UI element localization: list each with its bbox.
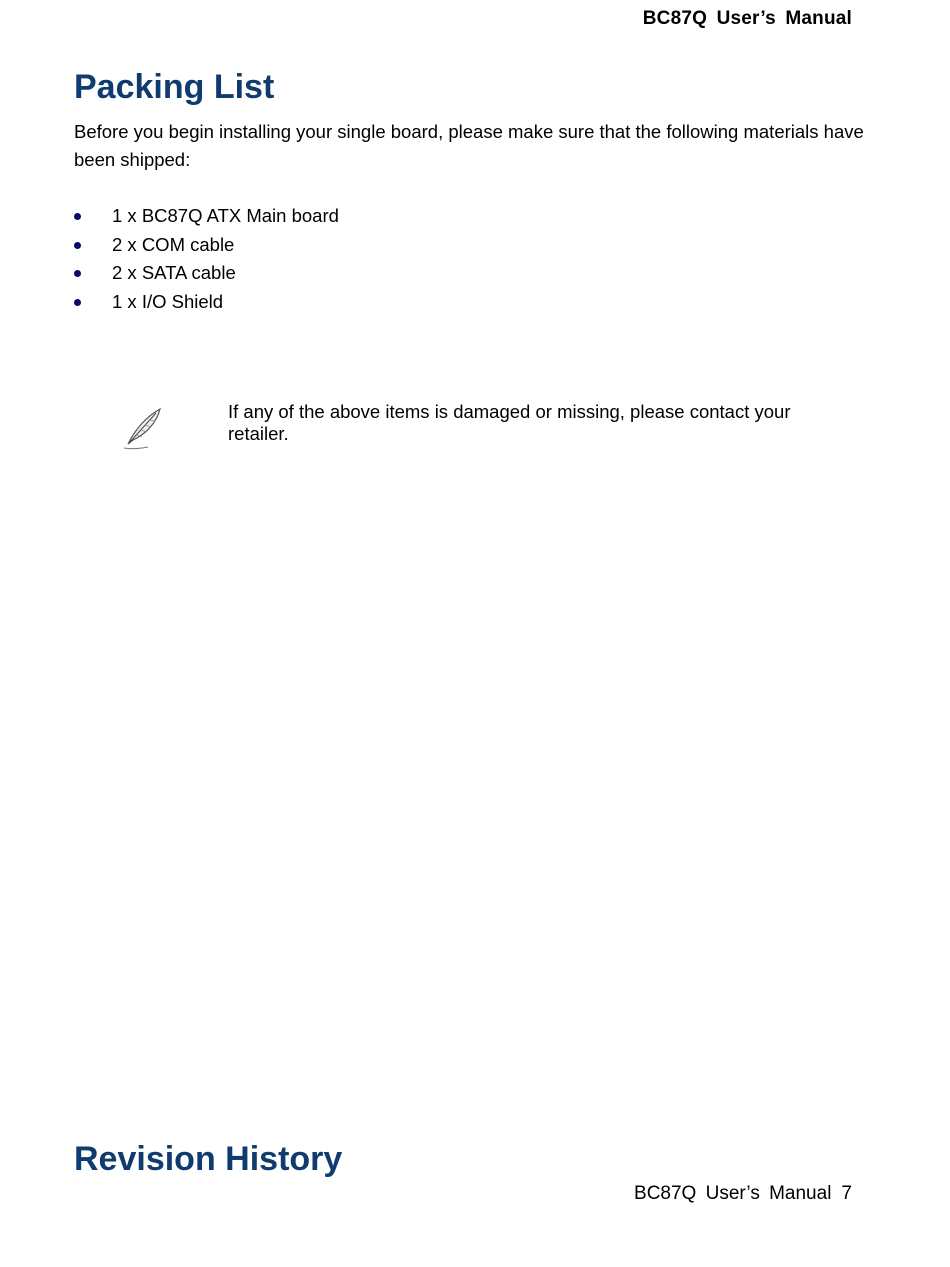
packing-list-intro: Before you begin installing your single board, please make sure that the following materials have been shipped: xyxy=(74,121,864,170)
list-item-text: 2 x COM cable xyxy=(112,233,235,255)
list-item-text: 2 x SATA cable xyxy=(112,262,236,283)
feather-pen-icon xyxy=(120,404,164,450)
packing-list-heading: Packing List xyxy=(74,68,275,106)
footer-title: BC87Q User’s Manual xyxy=(634,1183,832,1204)
bullet-icon xyxy=(74,242,81,249)
page-footer xyxy=(634,1183,852,1205)
bullet-icon xyxy=(74,299,81,306)
note-text: If any of the above items is damaged or missing, please contact your retailer. xyxy=(228,401,791,444)
list-item-text: 1 x BC87Q ATX Main board xyxy=(112,205,339,226)
bullet-icon xyxy=(74,213,81,220)
revision-history-heading: Revision History xyxy=(74,1140,343,1178)
bullet-icon xyxy=(74,270,81,277)
running-header: BC87Q User’s Manual xyxy=(642,8,852,29)
page-number: 7 xyxy=(841,1183,852,1204)
list-item-text: 1 x I/O Shield xyxy=(112,290,224,312)
